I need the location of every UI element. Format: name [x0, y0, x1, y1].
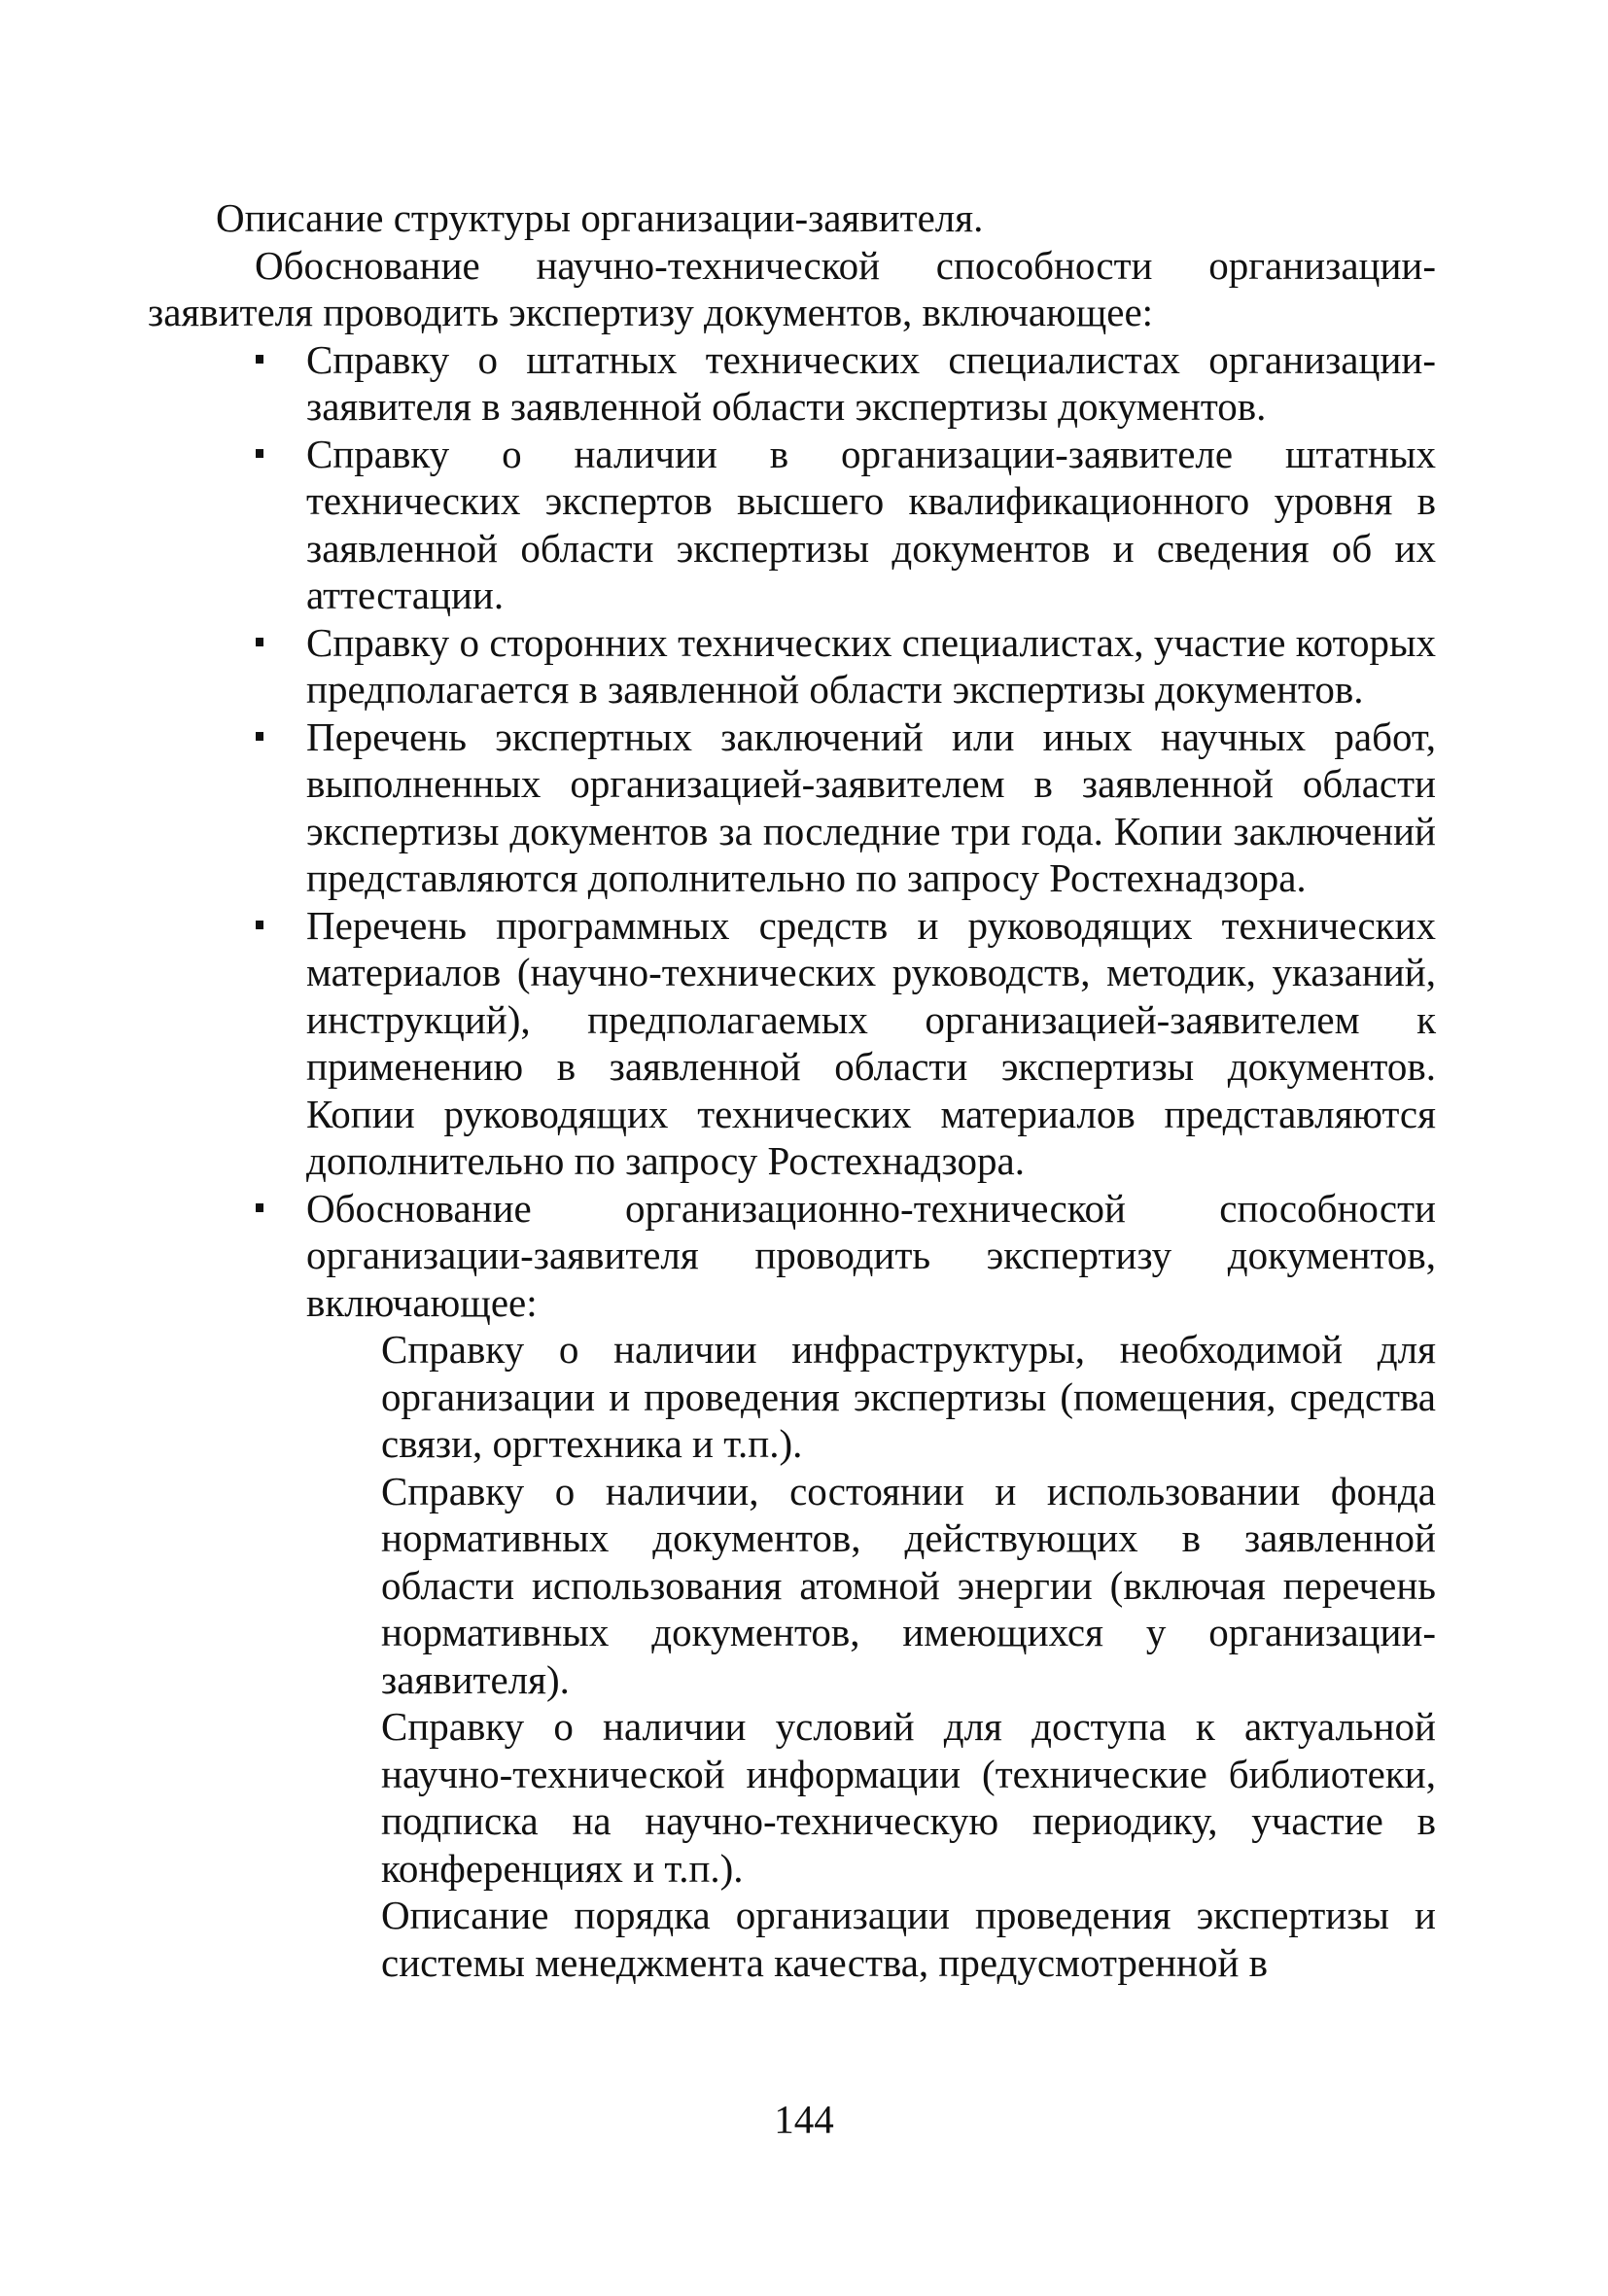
- bullet-icon: [256, 355, 263, 364]
- bullet-icon: [256, 638, 263, 646]
- list-item: [148, 336, 1436, 431]
- list-item-text: Перечень экспертных заключений или иных научных работ, выполненных организацией-заявителем в заявленной области экспертизы документов за последние три года. Копии заключений представляются дополнительно по запросу Ростехнадзора.: [306, 713, 1436, 900]
- list-item-text: Справку о наличии в организации-заявителе штатных технических экспертов высшего квалификационного уровня в заявленной области экспертизы документов и сведения об их аттестации.: [306, 431, 1436, 617]
- list-item-text: Справку о штатных технических специалистах организации-заявителя в заявленной области экспертизы документов.: [306, 336, 1436, 429]
- list-item: [148, 619, 1436, 713]
- sub-item: Справку о наличии инфраструктуры, необходимой для организации и проведения экспертизы (помещения, средства связи, оргтехника и т.п.).: [381, 1327, 1436, 1466]
- sub-item: Справку о наличии условий для доступа к актуальной научно-технической информации (технические библиотеки, подписка на научно-техническую периодику, участие в конференциях и т.п.).: [381, 1704, 1436, 1891]
- list-item-text: Справку о сторонних технических специалистах, участие которых предполагается в заявленной области экспертизы документов.: [306, 619, 1436, 712]
- bullet-icon: [256, 1203, 263, 1212]
- sub-item: Описание порядка организации проведения экспертизы и системы менеджмента качества, предусмотренной в: [381, 1893, 1436, 1985]
- sub-item: Справку о наличии, состоянии и использовании фонда нормативных документов, действующих в заявленной области использования атомной энергии (включая перечень нормативных документов, имеющихся у организации-заявителя).: [381, 1468, 1436, 1702]
- list-item: [148, 1185, 1436, 1327]
- bullet-icon: [256, 449, 263, 458]
- list-item: [148, 902, 1436, 1185]
- bullet-list: [148, 336, 1436, 1327]
- justification-intro-paragraph: Обоснование научно-технической способности организации-заявителя проводить экспертизу документов, включающее:: [148, 242, 1436, 334]
- sub-item-list: [148, 1326, 1436, 1986]
- list-item-text: Перечень программных средств и руководящих технических материалов (научно-технических руководств, методик, указаний, инструкций), предполагаемых организацией-заявителем к применению в заявленной области экспертизы документов. Копии руководящих технических материалов представляются дополнительно по запросу Ростехнадзора.: [306, 902, 1436, 1183]
- intro-paragraph: Описание структуры организации-заявителя.: [216, 195, 984, 240]
- list-item-text: Обоснование организационно-технической способности организации-заявителя проводить экспертизу документов, включающее:: [306, 1185, 1436, 1325]
- list-item: [148, 431, 1436, 619]
- bullet-icon: [256, 921, 263, 929]
- body-text: [148, 194, 1436, 1986]
- bullet-icon: [256, 732, 263, 741]
- list-item: [148, 713, 1436, 902]
- page-number: 144: [774, 2097, 834, 2141]
